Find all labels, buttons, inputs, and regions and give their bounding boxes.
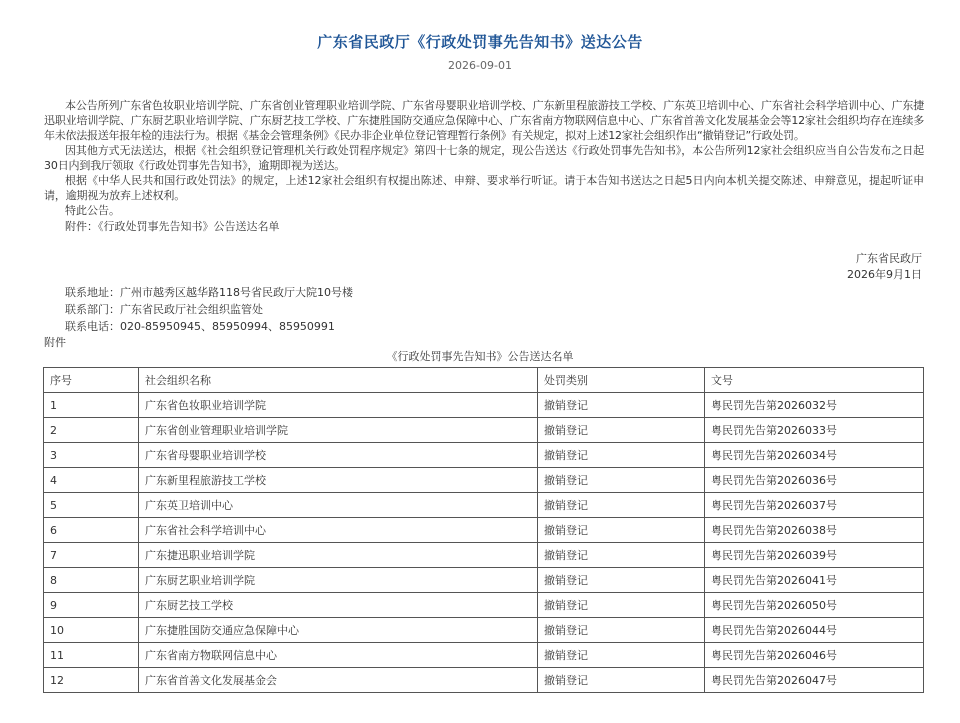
cell-index: 4	[44, 468, 139, 493]
cell-org-name: 广东省南方物联网信息中心	[139, 643, 538, 668]
cell-penalty-type: 撤销登记	[538, 493, 705, 518]
cell-org-name: 广东捷胜国防交通应急保障中心	[139, 618, 538, 643]
table-body	[44, 393, 924, 693]
cell-index: 6	[44, 518, 139, 543]
paragraph-violation: 本公告所列广东省色妆职业培训学院、广东省创业管理职业培训学院、广东省母婴职业培训学校、广东新里程旅游技工学校、广东英卫培训中心、广东省社会科学培训中心、广东捷迅职业培训学院、广东厨艺职业培训学院、广东厨艺技工学校、广东捷胜国防交通应急保障中心、广东省南方物联网信息中心、广东省首善文化发展基金会等12家社会组织均存在连续多年未依法报送年报年检的违法行为。根据《基金会管理条例》《民办非企业单位登记管理暂行条例》有关规定，拟对上述12家社会组织作出“撤销登记”行政处罚。	[44, 99, 924, 142]
cell-penalty-type: 撤销登记	[538, 543, 705, 568]
cell-penalty-type: 撤销登记	[538, 568, 705, 593]
header-org-name: 社会组织名称	[139, 368, 538, 393]
announcement-body	[44, 98, 924, 235]
cell-doc-number: 粤民罚先告第2026039号	[705, 543, 924, 568]
table-row	[44, 543, 924, 568]
cell-index: 1	[44, 393, 139, 418]
cell-index: 9	[44, 593, 139, 618]
table-row	[44, 518, 924, 543]
cell-org-name: 广东新里程旅游技工学校	[139, 468, 538, 493]
cell-doc-number: 粤民罚先告第2026036号	[705, 468, 924, 493]
table-header-row	[44, 368, 924, 393]
attachment-note: 附件：《行政处罚事先告知书》公告送达名单	[65, 220, 280, 233]
paragraph-service: 因其他方式无法送达，根据《社会组织登记管理机关行政处罚程序规定》第四十七条的规定，现公告送达《行政处罚事先告知书》，本公告所列12家社会组织应当自公告发布之日起30日内到我厅领取《行政处罚事先告知书》，逾期即视为送达。	[44, 144, 924, 172]
cell-penalty-type: 撤销登记	[538, 668, 705, 693]
cell-penalty-type: 撤销登记	[538, 643, 705, 668]
cell-doc-number: 粤民罚先告第2026050号	[705, 593, 924, 618]
header-doc-number: 文号	[705, 368, 924, 393]
cell-penalty-type: 撤销登记	[538, 468, 705, 493]
cell-org-name: 广东省首善文化发展基金会	[139, 668, 538, 693]
table-row	[44, 493, 924, 518]
cell-org-name: 广东厨艺职业培训学院	[139, 568, 538, 593]
cell-penalty-type: 撤销登记	[538, 443, 705, 468]
table-row	[44, 393, 924, 418]
header-index: 序号	[44, 368, 139, 393]
page-title: 广东省民政厅《行政处罚事先告知书》送达公告	[317, 33, 643, 51]
table-row	[44, 618, 924, 643]
cell-org-name: 广东省创业管理职业培训学院	[139, 418, 538, 443]
cell-org-name: 广东省母婴职业培训学校	[139, 443, 538, 468]
cell-penalty-type: 撤销登记	[538, 593, 705, 618]
cell-org-name: 广东厨艺技工学校	[139, 593, 538, 618]
table-row	[44, 593, 924, 618]
cell-org-name: 广东省色妆职业培训学院	[139, 393, 538, 418]
contact-phone: 联系电话：020-85950945、85950994、85950991	[65, 320, 335, 333]
cell-index: 7	[44, 543, 139, 568]
cell-index: 2	[44, 418, 139, 443]
cell-doc-number: 粤民罚先告第2026038号	[705, 518, 924, 543]
cell-doc-number: 粤民罚先告第2026046号	[705, 643, 924, 668]
table-row	[44, 443, 924, 468]
cell-penalty-type: 撤销登记	[538, 618, 705, 643]
closing-text: 特此公告。	[65, 204, 120, 217]
signature-date: 2026年9月1日	[847, 268, 922, 281]
table-caption: 《行政处罚事先告知书》公告送达名单	[386, 350, 574, 363]
cell-doc-number: 粤民罚先告第2026037号	[705, 493, 924, 518]
attachment-label: 附件	[44, 336, 66, 349]
signature-org: 广东省民政厅	[856, 252, 922, 265]
publish-date: 2026-09-01	[448, 59, 512, 72]
cell-penalty-type: 撤销登记	[538, 518, 705, 543]
table-row	[44, 418, 924, 443]
cell-penalty-type: 撤销登记	[538, 393, 705, 418]
cell-index: 12	[44, 668, 139, 693]
cell-doc-number: 粤民罚先告第2026034号	[705, 443, 924, 468]
table-row	[44, 643, 924, 668]
cell-org-name: 广东省社会科学培训中心	[139, 518, 538, 543]
cell-org-name: 广东英卫培训中心	[139, 493, 538, 518]
table-row	[44, 468, 924, 493]
table-row	[44, 568, 924, 593]
cell-doc-number: 粤民罚先告第2026044号	[705, 618, 924, 643]
punishment-list-table	[43, 367, 924, 693]
cell-index: 11	[44, 643, 139, 668]
cell-doc-number: 粤民罚先告第2026033号	[705, 418, 924, 443]
cell-org-name: 广东捷迅职业培训学院	[139, 543, 538, 568]
cell-index: 5	[44, 493, 139, 518]
cell-doc-number: 粤民罚先告第2026047号	[705, 668, 924, 693]
cell-doc-number: 粤民罚先告第2026041号	[705, 568, 924, 593]
cell-index: 3	[44, 443, 139, 468]
cell-doc-number: 粤民罚先告第2026032号	[705, 393, 924, 418]
contact-address: 联系地址：广州市越秀区越华路118号省民政厅大院10号楼	[65, 286, 353, 299]
cell-index: 8	[44, 568, 139, 593]
cell-index: 10	[44, 618, 139, 643]
header-penalty-type: 处罚类别	[538, 368, 705, 393]
contact-department: 联系部门：广东省民政厅社会组织监管处	[65, 303, 263, 316]
cell-penalty-type: 撤销登记	[538, 418, 705, 443]
paragraph-rights: 根据《中华人民共和国行政处罚法》的规定，上述12家社会组织有权提出陈述、申辩、要求举行听证。请于本告知书送达之日起5日内向本机关提交陈述、申辩意见，提起听证申请，逾期视为放弃上述权利。	[44, 174, 924, 202]
table-row	[44, 668, 924, 693]
